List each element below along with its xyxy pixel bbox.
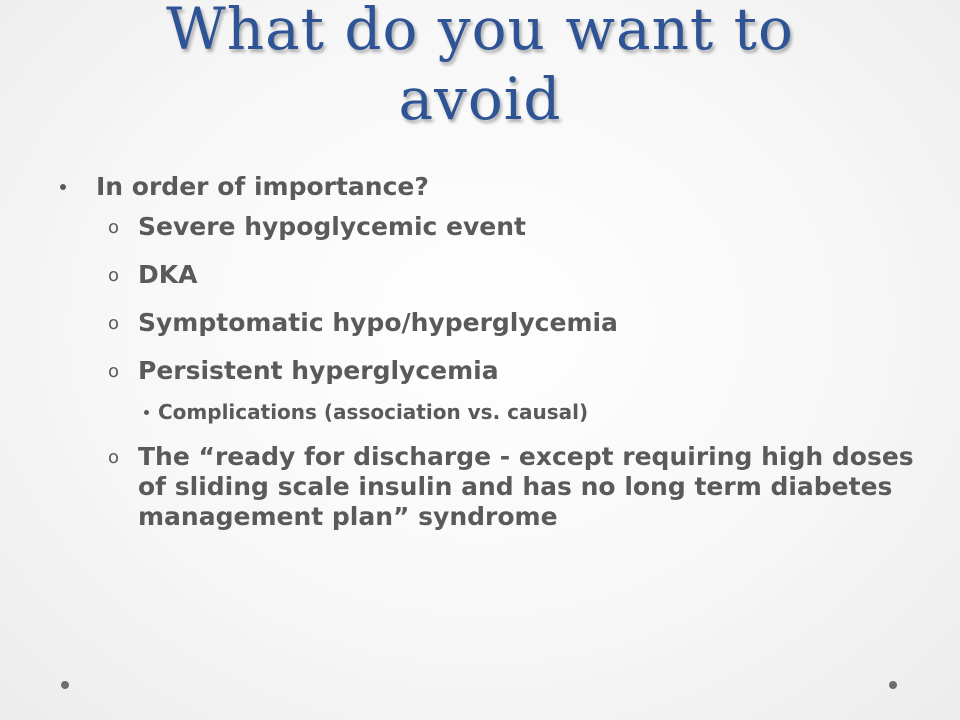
bullet-text: In order of importance? — [96, 172, 429, 201]
circle-marker-icon: o — [108, 447, 120, 468]
corner-dot-right-icon — [889, 681, 897, 689]
sub-item-text: DKA — [138, 260, 198, 289]
sub-item-persistent — [60, 356, 920, 386]
sub-item-text: The “ready for discharge - except requiring high doses of sliding scale insulin and has no long term diabetes management plan” syndrome — [138, 442, 914, 531]
sub-item-dka — [60, 260, 920, 290]
title-line-2: avoid — [398, 65, 562, 133]
sub-sub-item-text: Complications (association vs. causal) — [158, 400, 589, 424]
sub-item-text: Symptomatic hypo/hyperglycemia — [138, 308, 618, 337]
circle-marker-icon: o — [108, 361, 120, 382]
title-line-1: What do you want to — [166, 0, 794, 63]
circle-marker-icon: o — [108, 265, 120, 286]
bullet-item — [60, 170, 920, 204]
sub-item-symptomatic — [60, 308, 920, 338]
slide-title — [60, 0, 900, 134]
sub-sub-item-complications — [60, 398, 920, 426]
corner-dot-left-icon — [61, 681, 69, 689]
sub-item-ready-for-discharge — [60, 442, 920, 532]
circle-marker-icon: o — [108, 217, 120, 238]
small-bullet-dot-icon — [144, 410, 149, 415]
sub-item-text: Severe hypoglycemic event — [138, 212, 527, 241]
circle-marker-icon: o — [108, 313, 120, 334]
slide-body — [60, 170, 920, 550]
sub-item-text: Persistent hyperglycemia — [138, 356, 499, 385]
sub-item-severe-hypoglycemic — [60, 212, 920, 242]
bullet-dot-icon — [60, 184, 66, 190]
